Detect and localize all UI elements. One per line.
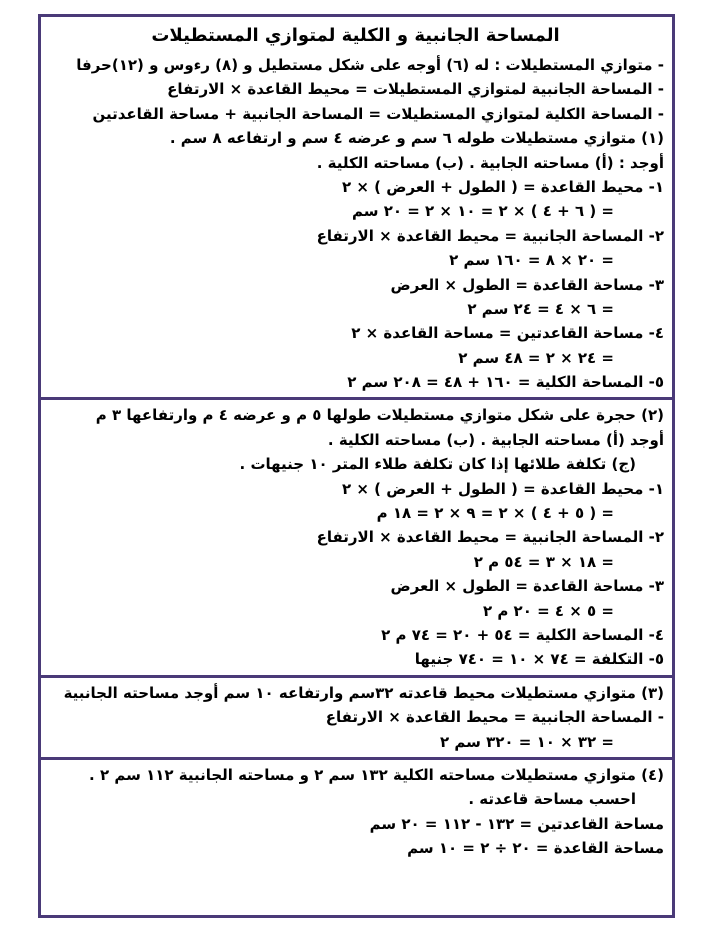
solution-step: ٥- التكلفة = ٧٤ × ١٠ = ٧٤٠ جنيها bbox=[414, 650, 664, 669]
problem-1 bbox=[47, 126, 664, 394]
solution-step: ٤- مساحة القاعدتين = مساحة القاعدة × ٢ bbox=[351, 324, 664, 343]
solution-step: ١- محيط القاعدة = ( الطول + العرض ) × ٢ bbox=[342, 479, 664, 498]
solution-calc: = ١٨ × ٣ = ٥٤ م ٢ bbox=[473, 552, 614, 571]
intro-line: - المساحة الجانبية لمتوازي المستطيلات = محيط القاعدة × الارتفاع bbox=[167, 80, 664, 99]
problem-required: أوجد (أ) مساحته الجابية . (ب) مساحته الكلية . bbox=[327, 430, 664, 449]
solution-calc: = ٢٠ × ٨ = ١٦٠ سم ٢ bbox=[449, 251, 614, 270]
solution-calc: = ٦ × ٤ = ٢٤ سم ٢ bbox=[467, 299, 614, 318]
solution-calc: = ٢٤ × ٢ = ٤٨ سم ٢ bbox=[458, 348, 614, 367]
solution-step: ٣- مساحة القاعدة = الطول × العرض bbox=[390, 577, 664, 596]
page-title: المساحة الجانبية و الكلية لمتوازي المستطيلات bbox=[151, 25, 560, 46]
solution-calc: = ٣٢ × ١٠ = ٣٢٠ سم ٢ bbox=[439, 732, 614, 751]
problem-required: احسب مساحة قاعدته . bbox=[468, 790, 636, 809]
solution-step: ٢- المساحة الجانبية = محيط القاعدة × الارتفاع bbox=[316, 226, 664, 245]
intro-line: - المساحة الكلية لمتوازي المستطيلات = المساحة الجانبية + مساحة القاعدتين bbox=[92, 104, 664, 123]
solution-step: ٥- المساحة الكلية = ١٦٠ + ٤٨ = ٢٠٨ سم ٢ bbox=[347, 373, 664, 392]
solution-calc: = ٥ × ٤ = ٢٠ م ٢ bbox=[482, 601, 614, 620]
section-divider bbox=[41, 675, 672, 678]
document-frame bbox=[38, 14, 675, 918]
solution-calc: = ( ٦ + ٤ ) × ٢ = ١٠ × ٢ = ٢٠ سم bbox=[351, 202, 614, 221]
problem-2 bbox=[47, 403, 664, 671]
problem-statement: (١) متوازي مستطيلات طوله ٦ سم و عرضه ٤ سم و ارتفاعه ٨ سم . bbox=[169, 129, 664, 148]
problem-4 bbox=[47, 763, 664, 861]
solution-calc: = ( ٥ + ٤ ) × ٢ = ٩ × ٢ = ١٨ م bbox=[376, 504, 614, 523]
solution-step: مساحة القاعدة = ٢٠ ÷ ٢ = ١٠ سم bbox=[407, 839, 664, 858]
problem-statement: (٢) حجرة على شكل متوازي مستطيلات طولها ٥ م و عرضه ٤ م وارتفاعها ٣ م bbox=[95, 406, 664, 425]
intro-section bbox=[47, 53, 664, 126]
problem-required: أوجد : (أ) مساحته الجابية . (ب) مساحته الكلية . bbox=[316, 153, 664, 172]
problem-required: (ج) تكلفة طلائها إذا كان تكلفة طلاء المتر ١٠ جنيهات . bbox=[239, 455, 636, 474]
solution-step: ٢- المساحة الجانبية = محيط القاعدة × الارتفاع bbox=[316, 528, 664, 547]
solution-step: - المساحة الجانبية = محيط القاعدة × الارتفاع bbox=[325, 708, 664, 727]
intro-line: - متوازي المستطيلات : له (٦) أوجه على شكل مستطيل و (٨) رءوس و (١٢)حرفا bbox=[76, 56, 664, 74]
solution-step: ٣- مساحة القاعدة = الطول × العرض bbox=[390, 275, 664, 294]
solution-step: مساحة القاعدتين = ١٣٢ - ١١٢ = ٢٠ سم bbox=[369, 814, 664, 833]
problem-3 bbox=[47, 681, 664, 754]
problem-statement: (٤) متوازي مستطيلات مساحته الكلية ١٣٢ سم ٢ و مساحته الجانبية ١١٢ سم ٢ . bbox=[89, 765, 664, 784]
problem-statement: (٣) متوازي مستطيلات محيط قاعدته ٣٢سم وارتفاعه ١٠ سم أوجد مساحته الجانبية bbox=[63, 683, 664, 702]
solution-step: ٤- المساحة الكلية = ٥٤ + ٢٠ = ٧٤ م ٢ bbox=[381, 625, 664, 644]
section-divider bbox=[41, 757, 672, 760]
section-divider bbox=[41, 397, 672, 400]
solution-step: ١- محيط القاعدة = ( الطول + العرض ) × ٢ bbox=[342, 177, 664, 196]
